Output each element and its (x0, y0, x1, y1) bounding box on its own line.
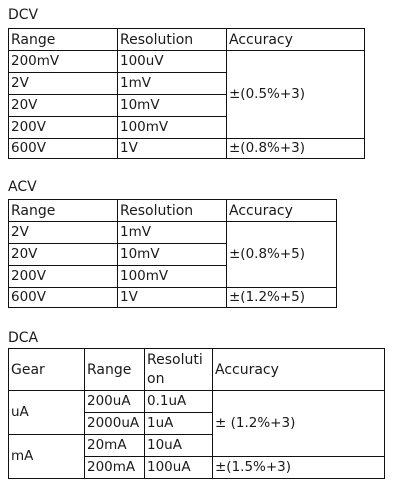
acv-range-cell: 200V (9, 266, 118, 288)
dcv-range-cell: 200mV (9, 51, 118, 73)
dca-resolution-cell: 1uA (145, 413, 213, 435)
dca-accuracy-cell: ±(1.5%+3) (213, 457, 385, 479)
dca-range-cell: 20mA (85, 435, 145, 457)
acv-resolution-cell: 100mV (118, 266, 227, 288)
dca-range-cell: 200mA (85, 457, 145, 479)
acv-header-range: Range (9, 200, 118, 222)
acv-resolution-cell: 1mV (118, 222, 227, 244)
dca-accuracy-group-cell: ± (1.2%+3) (213, 391, 385, 457)
table-row (9, 51, 365, 73)
dcv-range-cell: 600V (9, 139, 118, 159)
dca-resolution-cell: 10uA (145, 435, 213, 457)
table-row (9, 139, 365, 159)
dca-gear-ua-cell: uA (9, 391, 85, 435)
dca-table (8, 348, 385, 479)
acv-range-cell: 20V (9, 244, 118, 266)
dcv-range-cell: 20V (9, 95, 118, 117)
dcv-resolution-cell: 1V (118, 139, 227, 159)
dca-header-accuracy: Accuracy (213, 349, 385, 391)
dcv-header-range: Range (9, 29, 118, 51)
dca-header-range: Range (85, 349, 145, 391)
table-row (9, 288, 337, 308)
dcv-header-resolution: Resolution (118, 29, 227, 51)
dca-range-cell: 2000uA (85, 413, 145, 435)
acv-range-cell: 2V (9, 222, 118, 244)
dcv-accuracy-group-cell: ±(0.5%+3) (227, 51, 365, 139)
dca-title: DCA (8, 330, 39, 346)
dca-resolution-cell: 100uA (145, 457, 213, 479)
dcv-range-cell: 200V (9, 117, 118, 139)
table-row (9, 222, 337, 244)
table-row (9, 391, 385, 413)
acv-title: ACV (8, 179, 37, 195)
dcv-range-cell: 2V (9, 73, 118, 95)
dcv-resolution-cell: 10mV (118, 95, 227, 117)
acv-accuracy-cell: ±(1.2%+5) (227, 288, 337, 308)
dcv-title: DCV (8, 7, 39, 23)
acv-header-resolution: Resolution (118, 200, 227, 222)
acv-range-cell: 600V (9, 288, 118, 308)
dcv-resolution-cell: 100mV (118, 117, 227, 139)
dca-range-cell: 200uA (85, 391, 145, 413)
dca-header-resolution: Resolution (145, 349, 213, 391)
dca-gear-ma-cell: mA (9, 435, 85, 479)
dcv-header-accuracy: Accuracy (227, 29, 365, 51)
dcv-resolution-cell: 1mV (118, 73, 227, 95)
dcv-table (8, 28, 365, 159)
acv-resolution-cell: 1V (118, 288, 227, 308)
acv-table (8, 199, 337, 308)
dca-resolution-cell: 0.1uA (145, 391, 213, 413)
dca-header-gear: Gear (9, 349, 85, 391)
acv-accuracy-group-cell: ±(0.8%+5) (227, 222, 337, 288)
acv-header-accuracy: Accuracy (227, 200, 337, 222)
dcv-resolution-cell: 100uV (118, 51, 227, 73)
dcv-accuracy-cell: ±(0.8%+3) (227, 139, 365, 159)
acv-resolution-cell: 10mV (118, 244, 227, 266)
